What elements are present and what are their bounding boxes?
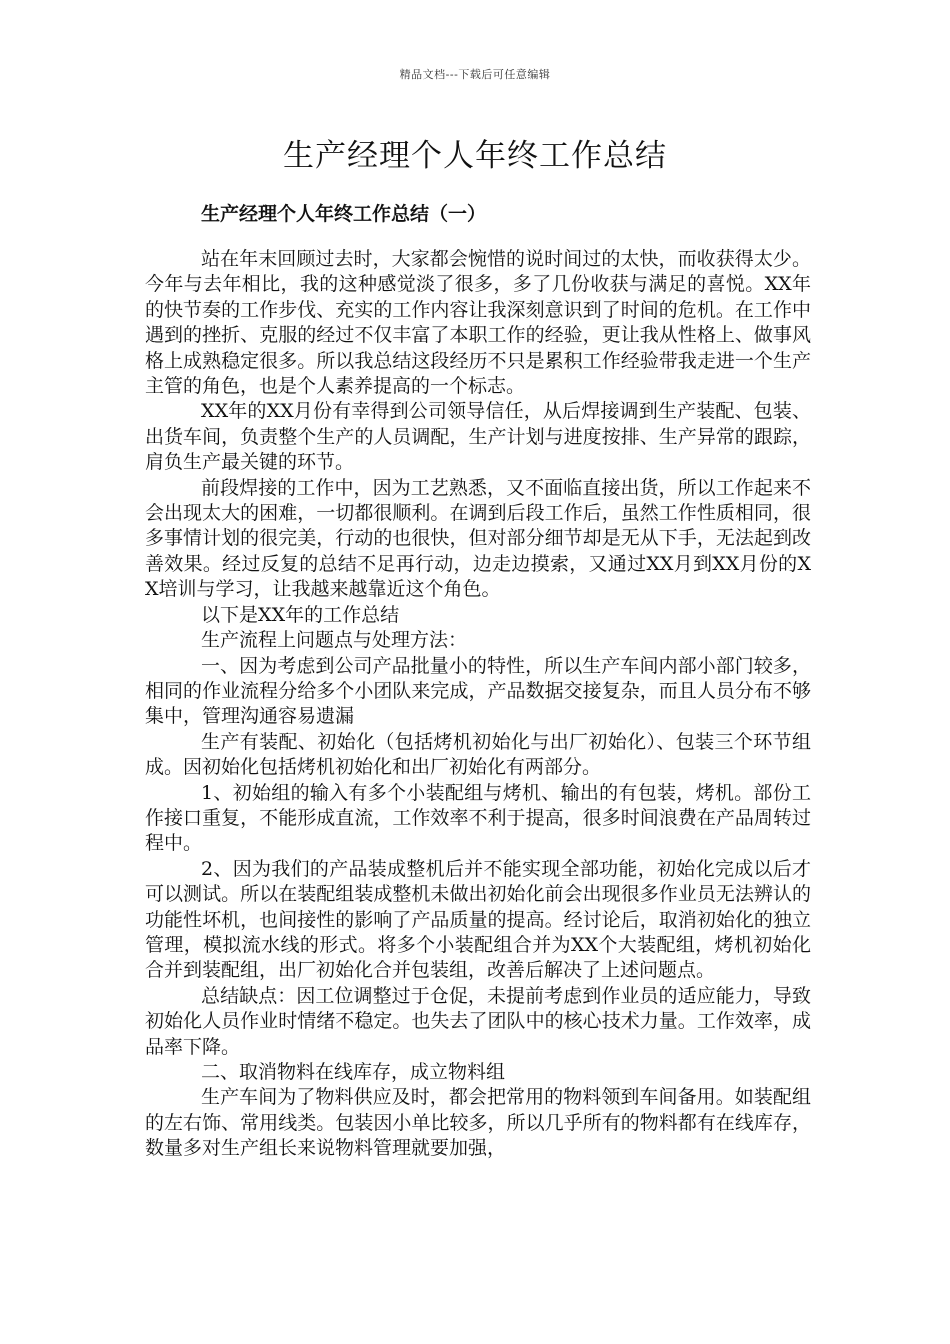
document-body	[145, 247, 811, 1162]
paragraph: 以下是XX年的工作总结	[201, 603, 400, 626]
paragraph: 二、取消物料在线库存，成立物料组	[201, 1061, 506, 1083]
paragraph: 生产车间为了物料供应及时，都会把常用的物料领到车间备用。如装配组的左右饰、常用线类。包装因小单比较多，所以几乎所有的物料都有在线库存，数量多对生产组长来说物料管理就要加强，	[145, 1086, 811, 1160]
document-title: 生产经理个人年终工作总结	[283, 138, 667, 174]
paragraph: 1、初始组的输入有多个小装配组与烤机、输出的有包装，烤机。部份工作接口重复，不能形成直流，工作效率不利于提高，很多时间浪费在产品周转过程中。	[145, 781, 811, 855]
paragraph: 前段焊接的工作中，因为工艺熟悉，又不面临直接出货，所以工作起来不会出现太大的困难，一切都很顺利。在调到后段工作后，虽然工作性质相同，很多事情计划的很完美，行动的也很快，但对部分细节却是无从下手，无法起到改善效果。经过反复的总结不足再行动，边走边摸索，又通过XX月到XX月份的XX培训与学习，让我越来越靠近这个角色。	[145, 476, 811, 601]
paragraph: 一、因为考虑到公司产品批量小的特性，所以生产车间内部小部门较多，相同的作业流程分给多个小团队来完成，产品数据交接复杂，而且人员分布不够集中，管理沟通容易遗漏	[145, 654, 811, 728]
paragraph: 总结缺点：因工位调整过于仓促，未提前考虑到作业员的适应能力，导致初始化人员作业时情绪不稳定。也失去了团队中的核心技术力量。工作效率，成品率下降。	[145, 984, 811, 1058]
header-note: 精品文档---下载后可任意编辑	[399, 68, 551, 81]
paragraph: 站在年末回顾过去时，大家都会惋惜的说时间过的太快，而收获得太少。今年与去年相比，我的这种感觉淡了很多，多了几份收获与满足的喜悦。XX年的快节奏的工作步伐、充实的工作内容让我深刻意识到了时间的危机。在工作中遇到的挫折、克服的经过不仅丰富了本职工作的经验，更让我从性格上、做事风格上成熟稳定很多。所以我总结这段经历不只是累积工作经验带我走进一个生产主管的角色，也是个人素养提高的一个标志。	[145, 248, 811, 398]
paragraph: XX年的XX月份有幸得到公司领导信任，从后焊接调到生产装配、包装、出货车间，负责整个生产的人员调配，生产计划与进度按排、生产异常的跟踪，肩负生产最关键的环节。	[145, 400, 811, 474]
paragraph: 2、因为我们的产品装成整机后并不能实现全部功能，初始化完成以后才可以测试。所以在装配组装成整机未做出初始化前会出现很多作业员无法辨认的功能性坏机，也间接性的影响了产品质量的提高。经讨论后，取消初始化的独立管理，模拟流水线的形式。将多个小装配组合并为XX个大装配组，烤机初始化合并到装配组，出厂初始化合并包装组，改善后解决了上述问题点。	[145, 857, 811, 982]
paragraph: 生产流程上问题点与处理方法：	[201, 629, 468, 652]
paragraph: 生产有装配、初始化（包括烤机初始化与出厂初始化）、包装三个环节组成。因初始化包括烤机初始化和出厂初始化有两部分。	[145, 730, 811, 779]
document-subtitle: 生产经理个人年终工作总结（一）	[201, 203, 487, 225]
